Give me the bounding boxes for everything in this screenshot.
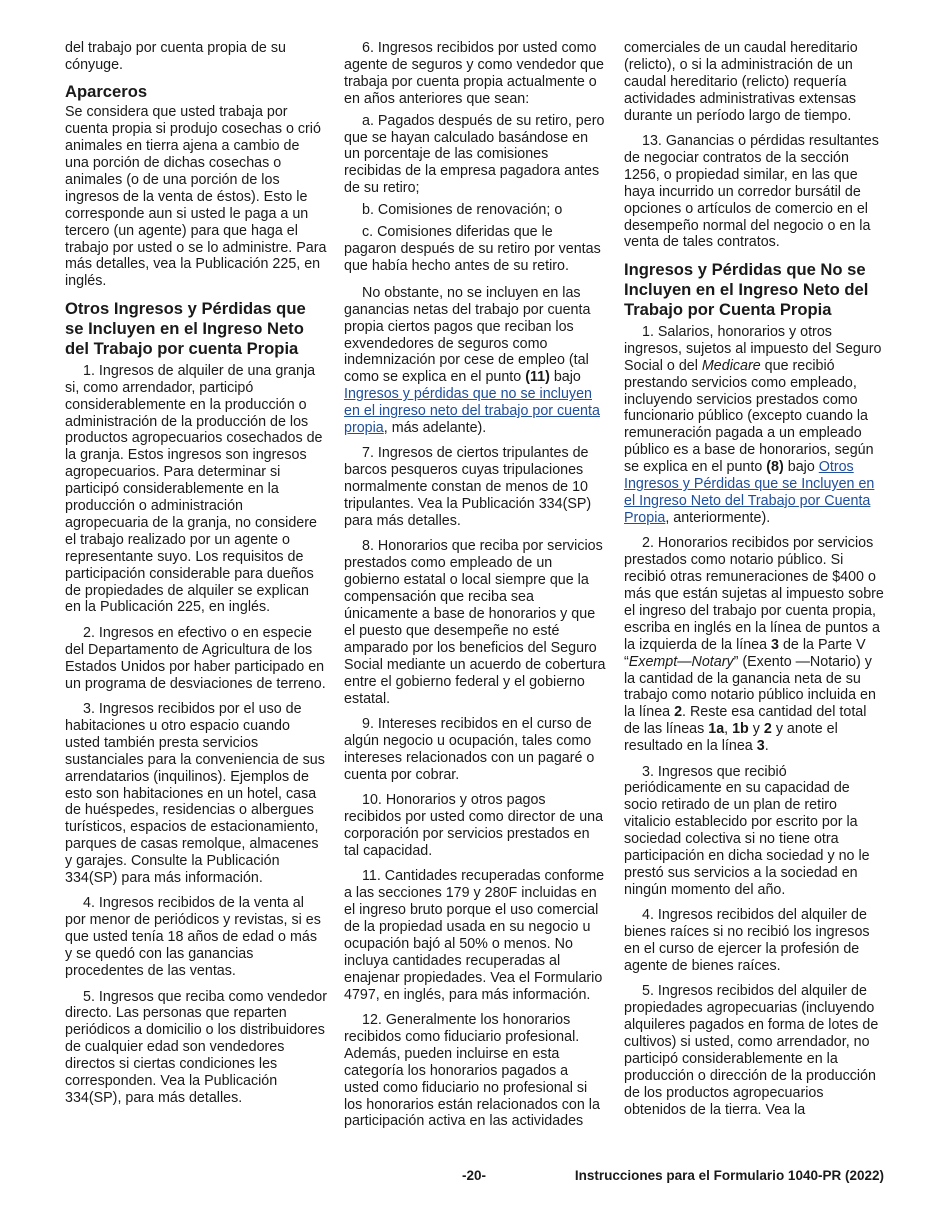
text-run: . (764, 738, 769, 755)
list-item-6: 6. Ingresos recibidos por usted como agente de seguros y como vendedor que trabaja por cuenta propia actualmente o en años anteriores que sean: (344, 40, 604, 107)
list-item-6c: c. Comisiones diferidas que le pagaron después de su retiro por ventas que había hecho antes de su retiro. (344, 224, 601, 274)
text-run: ” (Exento —Notario) y la cantidad de la ganancia neta de su trabajo como notario público incluida en la línea (624, 653, 876, 721)
no-item-5: 5. Ingresos recibidos del alquiler de propiedades agropecuarias (incluyendo alquileres pagados en forma de lotes de cultivos) si usted, como arrendador, no participó considerablemente en la producción o dirección de la producción de los productos agropecuarios obtenidos de la tierra. Vea la (624, 983, 879, 1118)
italic-term: Exempt—Notary (628, 653, 734, 670)
column-right (624, 40, 886, 1127)
bold-ref: 3 (756, 738, 765, 755)
bold-ref: (8) (766, 459, 784, 476)
list-item-13: 13. Ganancias o pérdidas resultantes de negociar contratos de la sección 1256, o propiedad similar, en las que haya incurrido un corredor bursátil de opciones o artículos de comercio en el desempeño normal del negocio o en la venta de tales contratos. (624, 133, 879, 251)
bold-ref: 2 (763, 721, 772, 738)
bold-ref: (11) (525, 369, 550, 386)
no-item-1 (624, 324, 886, 527)
text-run: que recibió prestando servicios como empleado, incluyendo servicios prestados como funcionario público (excepto cuando la remuneración pagada a un empleado público es a base de honorarios, según se explica en el punto (624, 357, 874, 476)
text-run: No obstante, no se incluyen en las ganancias netas del trabajo por cuenta propia ciertos pagos que reciban los exvendedores de seguros como indemnización por cese de empleo (tal como se explica en el punto (344, 284, 591, 386)
continued-text: comerciales de un caudal hereditario (relicto), o si la administración de un caudal hereditario (relicto) requería actividades administrativas extensas durante un período largo de tiempo. (624, 40, 858, 124)
continued-text: del trabajo por cuenta propia de su cónyuge. (65, 40, 286, 73)
footer-form-title: Instrucciones para el Formulario 1040-PR (2022) (574, 1168, 884, 1183)
no-item-4: 4. Ingresos recibidos del alquiler de bienes raíces si no recibió los ingresos en el curso de ejercer la profesión de agente de bienes raíces. (624, 907, 870, 974)
column-left (65, 40, 327, 1115)
list-item-3: 3. Ingresos recibidos por el uso de habitaciones u otro espacio cuando usted también presta servicios sustanciales para la conveniencia de sus arrendatarios (inquilinos). Ejemplos de esto son habitaciones en un hotel, casa de huéspedes, residencias o albergues turísticos, espacios de estacionamiento, parques de casas remolque, almacenes y garajes. Consulte la Publicación 334(SP) para más información. (65, 701, 325, 887)
list-item-2: 2. Ingresos en efectivo o en especie del Departamento de Agricultura de los Estados Unidos por haber participado en un programa de desviaciones de terreno. (65, 624, 326, 692)
text-run: bajo (783, 459, 819, 476)
list-item-9: 9. Intereses recibidos en el curso de algún negocio u ocupación, tales como intereses relacionados con un pagaré o cuenta por cobrar. (344, 716, 595, 783)
no-item-3: 3. Ingresos que recibió periódicamente en su capacidad de socio retirado de un plan de retiro vitalicio establecido por escrito por la sociedad colectiva si no tiene otra participación en dicha sociedad y no le prestó sus servicios a la sociedad en ningún momento del año. (624, 763, 870, 898)
list-item-11: 11. Cantidades recuperadas conforme a las secciones 179 y 280F incluidas en el ingreso bruto porque el uso comercial de la propiedad usada en su negocio u ocupación bajó al 50% o menos. No incluya cantidades recuperadas al enajenar propiedades. Vea el Formulario 4797, en inglés, para más información. (344, 868, 605, 1003)
paragraph-no-obstante (344, 285, 606, 437)
text-run: 2. Honorarios recibidos por servicios prestados como notario público. Si recibió otras remuneraciones de $400 o más que están sujetas al impuesto sobre el ingreso del trabajo por cuenta propia, escriba en inglés en la línea de puntos a la izquierda de la línea (624, 535, 884, 653)
text-run: de la Parte V “ (624, 636, 866, 670)
text-run: . Reste esa cantidad del total de las líneas (624, 704, 867, 738)
page-number: -20- (462, 1168, 487, 1183)
bold-ref: 2 (674, 704, 683, 721)
list-item-6b: b. Comisiones de renovación; o (362, 202, 563, 219)
list-item-8: 8. Honorarios que reciba por servicios prestados como empleado de un gobierno estatal o local siempre que la compensación que reciba sea únicamente a base de honorarios y que el puesto que desempeñe no esté amparado por los beneficios del Seguro Social mediante un acuerdo de cobertura entre el gobierno federal y el gobierno estatal. (344, 538, 606, 707)
italic-term: Medicare (701, 357, 761, 374)
list-item-6a: a. Pagados después de su retiro, pero que se hayan calculado basándose en un porcentaje de las comisiones recibidas de la empresa pagadora antes de su retiro; (344, 112, 605, 197)
column-middle (344, 40, 606, 1139)
bold-ref: 1a (708, 721, 725, 738)
text-run: bajo (549, 369, 581, 386)
text-run: , anteriormente). (665, 509, 771, 526)
list-item-12: 12. Generalmente los honorarios recibidos como fiduciario profesional. Además, pueden incluirse en esta categoría los honorarios pagados a usted como fiduciario no profesional si los honorarios están relacionados con la participación activa en las actividades (344, 1012, 600, 1130)
paragraph-aparceros: Se considera que usted trabaja por cuenta propia si produjo cosechas o crió animales en tierra ajena a cambio de una porción de dichas cosechas o animales (o de una porción de los ingresos de la venta de éstos). Esto le corresponde aun si usted le paga a un tercero (un agente) para que haga el trabajo por usted o se lo administre. Para más detalles, vea la Publicación 225, en inglés. (65, 104, 327, 290)
list-item-7: 7. Ingresos de ciertos tripulantes de barcos pesqueros cuyas tripulaciones normalmente constan de menos de 10 tripulantes. Vea la Publicación 334(SP) para más detalles. (344, 445, 592, 530)
list-item-10: 10. Honorarios y otros pagos recibidos por usted como director de una corporación por servicios prestados en tal capacidad. (344, 792, 604, 859)
heading-otros-ingresos: Otros Ingresos y Pérdidas que se Incluyen en el Ingreso Neto del Trabajo por cuenta Propia (65, 298, 306, 358)
bold-ref: 3 (771, 636, 779, 653)
text-run: 1. Salarios, honorarios y otros ingresos, sujetos al impuesto del Seguro Social o del (624, 323, 882, 374)
link-ingresos-no-incluidos[interactable]: Ingresos y pérdidas que no se incluyen en el ingreso neto del trabajo por cuenta propia (344, 386, 600, 437)
heading-aparceros: Aparceros (65, 82, 148, 102)
list-item-4: 4. Ingresos recibidos de la venta al por menor de periódicos y revistas, si es que usted tenía 18 años de edad o más y se quedó con las ganancias procedentes de las ventas. (65, 895, 321, 980)
text-run: y (748, 721, 764, 738)
text-run: , más adelante). (383, 420, 487, 437)
text-run: , (724, 721, 733, 738)
text-run: y anote el resultado en la línea (624, 721, 838, 755)
link-otros-ingresos[interactable]: Otros Ingresos y Pérdidas que se Incluyen en el Ingreso Neto del Trabajo por Cuenta Propia (624, 459, 875, 526)
heading-no-incluidos: Ingresos y Pérdidas que No se Incluyen en el Ingreso Neto del Trabajo por Cuenta Propia (624, 259, 869, 319)
bold-ref: 1b (732, 721, 749, 738)
list-item-5: 5. Ingresos que reciba como vendedor directo. Las personas que reparten periódicos a domicilio o los distribuidores de cualquier edad son vendedores directos si ciertas condiciones les corresponden. Vea la Publicación 334(SP), para más detalles. (65, 988, 327, 1106)
list-item-1: 1. Ingresos de alquiler de una granja si, como arrendador, participó considerablemente en la producción o administración de la producción de los productos agropecuarios cosechados de la granja. Estos ingresos son ingresos agropecuarios. Para determinar si participó considerablemente en la producción o administración agropecuaria de la granja, no considere el trabajo realizado por un agente o representante suyo. Los requisitos de participación considerable para dueños de propiedades de alquiler se explican en la Publicación 225, en inglés. (65, 362, 323, 616)
no-item-2 (624, 535, 886, 755)
